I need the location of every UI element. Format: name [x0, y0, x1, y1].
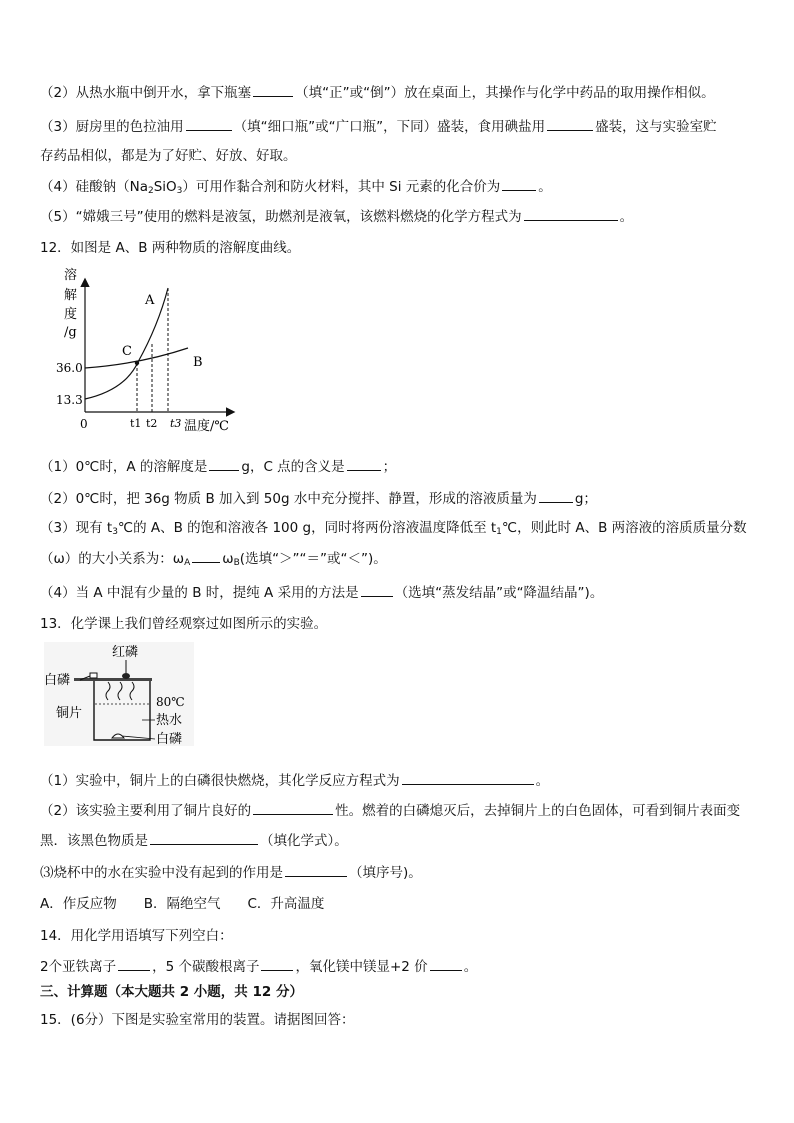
q12-p1-text-b: g，C 点的含义是 [241, 459, 345, 475]
answer-blank[interactable] [186, 116, 232, 131]
q12-p3-text-b: ℃的 A、B 的饱和溶液各 100 g，同时将两份溶液温度降低至 t [117, 520, 497, 536]
q14-body [40, 956, 758, 977]
q11-part5 [40, 206, 758, 227]
q11-p4-text-b: SiO [153, 179, 177, 195]
answer-blank[interactable] [502, 176, 536, 191]
answer-blank[interactable] [285, 862, 347, 877]
answer-blank[interactable] [539, 488, 573, 503]
section3-title-text: 三、计算题（本大题共 2 小题，共 12 分） [40, 984, 303, 1000]
q13-p2-text-c: 黑．该黑色物质是 [40, 833, 148, 849]
q12-p1-text-a: （1）0℃时，A 的溶解度是 [40, 459, 208, 475]
q11-p3-text-d: 存药品相似，都是为了好贮、好放、好取。 [40, 148, 297, 164]
answer-blank[interactable] [347, 456, 381, 471]
q11-part2 [40, 82, 758, 103]
q12-p3-text-d: （ω）的大小关系为：ω [40, 551, 185, 567]
q13-title-text: 13．化学课上我们曾经观察过如图所示的实验。 [40, 616, 328, 632]
q11-p2-text-a: （2）从热水瓶中倒开水，拿下瓶塞 [40, 85, 252, 101]
answer-blank[interactable] [430, 956, 462, 971]
q12-part2 [40, 488, 758, 509]
white-phosphorus-on-copper [90, 673, 97, 678]
answer-blank[interactable] [253, 800, 333, 815]
q13-options [40, 894, 758, 914]
q11-p3-text-b: （填“细口瓶”或“广口瓶”，下同）盛装，食用碘盐用 [233, 119, 546, 135]
subscript: 2 [147, 186, 154, 196]
y-axis-label-line: 溶 [64, 268, 78, 283]
answer-blank[interactable] [192, 548, 220, 563]
q11-p5-text-b: 。 [619, 209, 634, 225]
q13-p2-text-a: （2）该实验主要利用了铜片良好的 [40, 803, 252, 819]
answer-blank[interactable] [402, 770, 534, 785]
series-b-label: B [193, 355, 203, 370]
q13-p1-text-b: 。 [535, 773, 550, 789]
y-axis-label-line: /g [64, 325, 77, 340]
q13-title [40, 614, 758, 634]
q11-part4 [40, 176, 758, 201]
q13-p2-text-d: （填化学式）。 [260, 833, 348, 849]
phosphorus-experiment-figure [42, 640, 202, 750]
q12-p3-text-f: (选填“＞”“＝”或“＜”)。 [239, 551, 387, 567]
solubility-chart [50, 266, 250, 438]
copper-sheet [74, 678, 152, 681]
q13-part2-cont [40, 830, 758, 851]
q12-p2-text-a: （2）0℃时，把 36g 物质 B 加入到 50g 水中充分搅拌、静置，形成的溶液质量为 [40, 491, 537, 507]
y-tick-label: 36.0 [56, 361, 83, 375]
q11-p3-text-a: （3）厨房里的色拉油用 [40, 119, 184, 135]
q11-p4-text-c: ）可用作黏合剂和防火材料，其中 Si 元素的化合价为 [182, 179, 501, 195]
subscript: 3 [176, 186, 183, 196]
q13-p2-text-b: 性。燃着的白磷熄灭后，去掉铜片上的白色固体，可看到铜片表面变 [335, 803, 741, 819]
x-axis-label: 温度/℃ [184, 419, 229, 434]
x-tick-label: t3 [170, 417, 182, 430]
section-heading [40, 982, 758, 1002]
answer-blank[interactable] [118, 956, 150, 971]
q12-part1 [40, 456, 758, 477]
q15-title [40, 1010, 758, 1030]
answer-blank[interactable] [253, 82, 293, 97]
label-red-phosphorus: 红磷 [112, 645, 139, 660]
q11-part3 [40, 116, 758, 137]
q12-title [40, 238, 758, 258]
q13-p3-text-b: （填序号)。 [349, 865, 422, 881]
x-tick-label: t2 [146, 417, 158, 430]
q11-part3-cont [40, 146, 758, 166]
q14-text-c: ，氧化镁中镁显+2 价 [295, 959, 428, 975]
q11-p4-text-d: 。 [538, 179, 552, 195]
q11-p2-text-b: （填“正”或“倒”）放在桌面上，其操作与化学中药品的取用操作相似。 [295, 85, 715, 101]
label-copper-sheet: 铜片 [56, 706, 83, 721]
subscript: A [184, 558, 191, 568]
label-white-phosphorus-top: 白磷 [44, 673, 71, 688]
label-temperature: 80℃ [156, 695, 185, 709]
q12-p4-text-b: （选填“蒸发结晶”或“降温结晶”)。 [394, 585, 604, 601]
q14-title [40, 926, 758, 946]
q12-part3-cont [40, 548, 758, 573]
q13-options-text: A．作反应物 B．隔绝空气 C．升高温度 [40, 896, 325, 912]
y-axis-label-line: 度 [64, 307, 78, 322]
q12-p4-text-a: （4）当 A 中混有少量的 B 时，提纯 A 采用的方法是 [40, 585, 359, 601]
q13-part1 [40, 770, 758, 791]
q12-p2-text-b: g； [574, 491, 597, 507]
q12-p3-text-c: ℃，则此时 A、B 两溶液的溶质质量分数 [501, 520, 747, 536]
q12-part4 [40, 582, 758, 603]
y-tick-label: 13.3 [56, 393, 83, 407]
q14-text-d: 。 [463, 959, 478, 975]
q11-p5-text-a: （5）“嫦娥三号”使用的燃料是液氢，助燃剂是液氧，该燃料燃烧的化学方程式为 [40, 209, 522, 225]
q11-p3-text-c: 盛装，这与实验室贮 [595, 119, 717, 135]
answer-blank[interactable] [524, 206, 618, 221]
q14-title-text: 14．用化学用语填写下列空白： [40, 928, 233, 944]
label-hot-water: 热水 [156, 713, 183, 728]
q14-text-a: 2个亚铁离子 [40, 959, 117, 975]
q12-p1-text-c: ； [382, 459, 397, 475]
q13-part2 [40, 800, 758, 821]
subscript: 3 [112, 527, 118, 537]
q13-part3 [40, 862, 758, 883]
q15-title-text: 15．(6分）下图是实验室常用的装置。请据图回答： [40, 1012, 355, 1028]
label-white-phosphorus-bottom: 白磷 [156, 732, 183, 747]
q11-p4-text-a: （4）硅酸钠（Na [40, 179, 148, 195]
x-tick-label: t1 [130, 417, 142, 430]
answer-blank[interactable] [361, 582, 393, 597]
q14-text-b: ，5 个碳酸根离子 [152, 959, 260, 975]
red-phosphorus [122, 673, 130, 679]
answer-blank[interactable] [261, 956, 293, 971]
subscript: 1 [496, 527, 502, 537]
answer-blank[interactable] [150, 830, 258, 845]
q12-p3-text-e: ω [222, 551, 234, 567]
answer-blank[interactable] [547, 116, 593, 131]
q12-p3-text-a: （3）现有 t [40, 520, 113, 536]
q13-p3-text-a: ⑶烧杯中的水在实验中没有起到的作用是 [40, 865, 283, 881]
q13-p1-text-a: （1）实验中，铜片上的白磷很快燃烧，其化学反应方程式为 [40, 773, 400, 789]
origin-label: 0 [80, 417, 88, 431]
subscript: B [233, 558, 240, 568]
series-a-label: A [145, 293, 155, 308]
q12-part3 [40, 518, 758, 542]
q12-title-text: 12．如图是 A、B 两种物质的溶解度曲线。 [40, 240, 301, 256]
point-c-label: C [122, 344, 132, 359]
y-axis-label-line: 解 [64, 288, 78, 303]
answer-blank[interactable] [209, 456, 239, 471]
